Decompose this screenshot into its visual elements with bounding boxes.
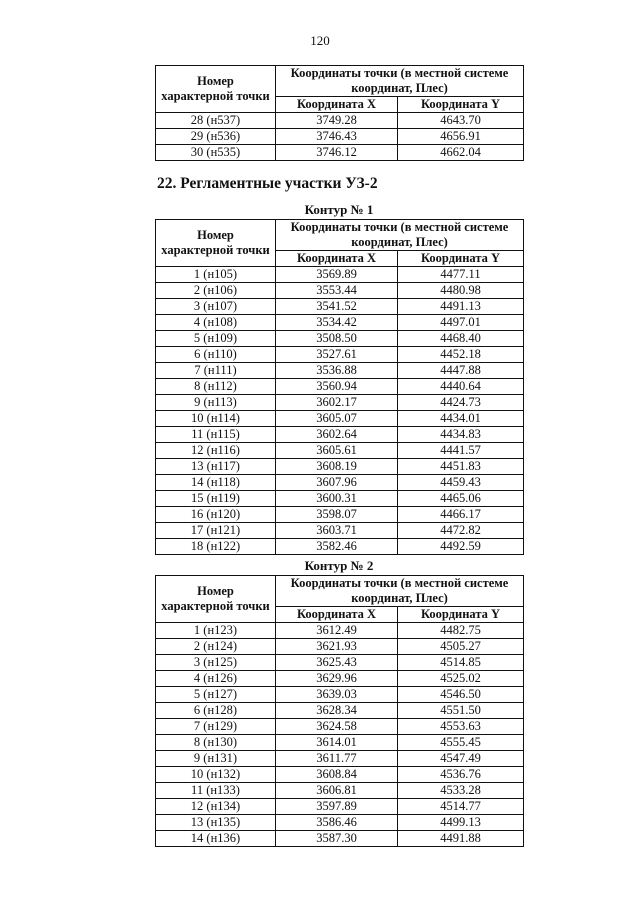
coord-y-cell: 4505.27 [398, 639, 524, 655]
coord-y-cell: 4547.49 [398, 751, 524, 767]
coord-x-cell: 3611.77 [276, 751, 398, 767]
coord-y-cell: 4553.63 [398, 719, 524, 735]
point-number-cell: 10 (н132) [156, 767, 276, 783]
table-row [156, 315, 524, 331]
point-number-cell: 12 (н134) [156, 799, 276, 815]
coord-x-cell: 3605.61 [276, 443, 398, 459]
coord-y-cell: 4441.57 [398, 443, 524, 459]
table-row [156, 799, 524, 815]
coord-y-cell: 4477.11 [398, 267, 524, 283]
point-number-cell: 7 (н111) [156, 363, 276, 379]
coord-x-cell: 3508.50 [276, 331, 398, 347]
coord-x-cell: 3534.42 [276, 315, 398, 331]
header-coord-x: Координата X [276, 251, 398, 267]
point-number-cell: 10 (н114) [156, 411, 276, 427]
point-number-cell: 9 (н131) [156, 751, 276, 767]
point-number-cell: 1 (н105) [156, 267, 276, 283]
coord-y-cell: 4451.83 [398, 459, 524, 475]
coord-y-cell: 4656.91 [398, 129, 524, 145]
coord-x-cell: 3598.07 [276, 507, 398, 523]
coord-x-cell: 3605.07 [276, 411, 398, 427]
point-number-cell: 4 (н126) [156, 671, 276, 687]
table-row [156, 475, 524, 491]
header-coords-group: Координаты точки (в местной системе координат, Плес) [276, 66, 524, 97]
point-number-cell: 6 (н110) [156, 347, 276, 363]
table-row [156, 145, 524, 161]
table-row [156, 735, 524, 751]
table-row [156, 331, 524, 347]
table-row [156, 283, 524, 299]
coord-y-cell: 4466.17 [398, 507, 524, 523]
coord-x-cell: 3600.31 [276, 491, 398, 507]
table-row [156, 767, 524, 783]
table-row [156, 491, 524, 507]
coord-y-cell: 4497.01 [398, 315, 524, 331]
table-row [156, 523, 524, 539]
point-number-cell: 28 (н537) [156, 113, 276, 129]
coord-x-cell: 3625.43 [276, 655, 398, 671]
coord-x-cell: 3602.17 [276, 395, 398, 411]
table-row [156, 719, 524, 735]
coord-x-cell: 3587.30 [276, 831, 398, 847]
coord-x-cell: 3603.71 [276, 523, 398, 539]
table-row [156, 379, 524, 395]
coord-y-cell: 4499.13 [398, 815, 524, 831]
coord-y-cell: 4424.73 [398, 395, 524, 411]
coord-x-cell: 3582.46 [276, 539, 398, 555]
table-row [156, 129, 524, 145]
point-number-cell: 2 (н124) [156, 639, 276, 655]
contour-2-title: Контур № 2 [304, 558, 374, 573]
coord-x-cell: 3606.81 [276, 783, 398, 799]
point-number-cell: 4 (н108) [156, 315, 276, 331]
coord-x-cell: 3586.46 [276, 815, 398, 831]
table-row [156, 815, 524, 831]
coord-x-cell: 3607.96 [276, 475, 398, 491]
coord-y-cell: 4643.70 [398, 113, 524, 129]
table-row [156, 267, 524, 283]
table-row [156, 443, 524, 459]
point-number-cell: 11 (н133) [156, 783, 276, 799]
coord-y-cell: 4525.02 [398, 671, 524, 687]
coord-x-cell: 3746.43 [276, 129, 398, 145]
coord-y-cell: 4434.01 [398, 411, 524, 427]
point-number-cell: 6 (н128) [156, 703, 276, 719]
coord-y-cell: 4482.75 [398, 623, 524, 639]
table-row [156, 411, 524, 427]
table-row [156, 703, 524, 719]
table-row [156, 299, 524, 315]
point-number-cell: 15 (н119) [156, 491, 276, 507]
point-number-cell: 8 (н130) [156, 735, 276, 751]
point-number-cell: 14 (н118) [156, 475, 276, 491]
header-point-number: Номер характерной точки [156, 576, 276, 623]
coord-y-cell: 4551.50 [398, 703, 524, 719]
point-number-cell: 1 (н123) [156, 623, 276, 639]
coord-x-cell: 3749.28 [276, 113, 398, 129]
coord-x-cell: 3553.44 [276, 283, 398, 299]
coord-y-cell: 4491.13 [398, 299, 524, 315]
table-row [156, 539, 524, 555]
coord-y-cell: 4440.64 [398, 379, 524, 395]
header-coord-y: Координата Y [398, 607, 524, 623]
coord-y-cell: 4546.50 [398, 687, 524, 703]
header-coord-x: Координата X [276, 607, 398, 623]
header-point-number: Номер характерной точки [156, 220, 276, 267]
section-heading: 22. Регламентные участки УЗ-2 [157, 175, 378, 192]
table-row [156, 427, 524, 443]
header-coords-group: Координаты точки (в местной системе координат, Плес) [276, 220, 524, 251]
coord-y-cell: 4662.04 [398, 145, 524, 161]
contour-1-title: Контур № 1 [304, 202, 374, 217]
coord-x-cell: 3746.12 [276, 145, 398, 161]
point-number-cell: 13 (н117) [156, 459, 276, 475]
point-number-cell: 3 (н107) [156, 299, 276, 315]
header-point-number: Номер характерной точки [156, 66, 276, 113]
coord-x-cell: 3629.96 [276, 671, 398, 687]
coord-y-cell: 4514.77 [398, 799, 524, 815]
coord-y-cell: 4447.88 [398, 363, 524, 379]
point-number-cell: 12 (н116) [156, 443, 276, 459]
coord-x-cell: 3569.89 [276, 267, 398, 283]
table-row [156, 623, 524, 639]
point-number-cell: 29 (н536) [156, 129, 276, 145]
table-row [156, 113, 524, 129]
coord-x-cell: 3608.84 [276, 767, 398, 783]
point-number-cell: 5 (н109) [156, 331, 276, 347]
coord-x-cell: 3541.52 [276, 299, 398, 315]
coord-x-cell: 3612.49 [276, 623, 398, 639]
point-number-cell: 16 (н120) [156, 507, 276, 523]
point-number-cell: 11 (н115) [156, 427, 276, 443]
table-row [156, 831, 524, 847]
point-number-cell: 8 (н112) [156, 379, 276, 395]
point-number-cell: 7 (н129) [156, 719, 276, 735]
table-row [156, 363, 524, 379]
header-coords-group: Координаты точки (в местной системе координат, Плес) [276, 576, 524, 607]
coord-y-cell: 4465.06 [398, 491, 524, 507]
table-row [156, 783, 524, 799]
coord-y-cell: 4468.40 [398, 331, 524, 347]
table-row [156, 639, 524, 655]
coord-y-cell: 4452.18 [398, 347, 524, 363]
point-number-cell: 14 (н136) [156, 831, 276, 847]
coord-y-cell: 4514.85 [398, 655, 524, 671]
table-row [156, 459, 524, 475]
coord-y-cell: 4492.59 [398, 539, 524, 555]
coord-x-cell: 3628.34 [276, 703, 398, 719]
coord-y-cell: 4472.82 [398, 523, 524, 539]
coordinates-table-continued [155, 65, 524, 161]
table-row [156, 655, 524, 671]
coord-x-cell: 3608.19 [276, 459, 398, 475]
coord-y-cell: 4459.43 [398, 475, 524, 491]
coord-y-cell: 4536.76 [398, 767, 524, 783]
coord-x-cell: 3624.58 [276, 719, 398, 735]
point-number-cell: 17 (н121) [156, 523, 276, 539]
point-number-cell: 18 (н122) [156, 539, 276, 555]
point-number-cell: 9 (н113) [156, 395, 276, 411]
point-number-cell: 13 (н135) [156, 815, 276, 831]
coord-y-cell: 4491.88 [398, 831, 524, 847]
header-coord-x: Координата X [276, 97, 398, 113]
table-row [156, 507, 524, 523]
coord-y-cell: 4533.28 [398, 783, 524, 799]
point-number-cell: 2 (н106) [156, 283, 276, 299]
table-row [156, 751, 524, 767]
table-row [156, 687, 524, 703]
point-number-cell: 5 (н127) [156, 687, 276, 703]
contour-2-table [155, 575, 524, 847]
point-number-cell: 30 (н535) [156, 145, 276, 161]
coord-x-cell: 3536.88 [276, 363, 398, 379]
coord-x-cell: 3597.89 [276, 799, 398, 815]
coord-y-cell: 4434.83 [398, 427, 524, 443]
header-coord-y: Координата Y [398, 97, 524, 113]
table-row [156, 347, 524, 363]
point-number-cell: 3 (н125) [156, 655, 276, 671]
coord-y-cell: 4555.45 [398, 735, 524, 751]
coord-x-cell: 3527.61 [276, 347, 398, 363]
coord-x-cell: 3560.94 [276, 379, 398, 395]
header-coord-y: Координата Y [398, 251, 524, 267]
coord-x-cell: 3621.93 [276, 639, 398, 655]
page-number: 120 [310, 33, 330, 48]
table-row [156, 671, 524, 687]
contour-1-table [155, 219, 524, 555]
table-row [156, 395, 524, 411]
coord-y-cell: 4480.98 [398, 283, 524, 299]
coord-x-cell: 3639.03 [276, 687, 398, 703]
coord-x-cell: 3614.01 [276, 735, 398, 751]
coord-x-cell: 3602.64 [276, 427, 398, 443]
